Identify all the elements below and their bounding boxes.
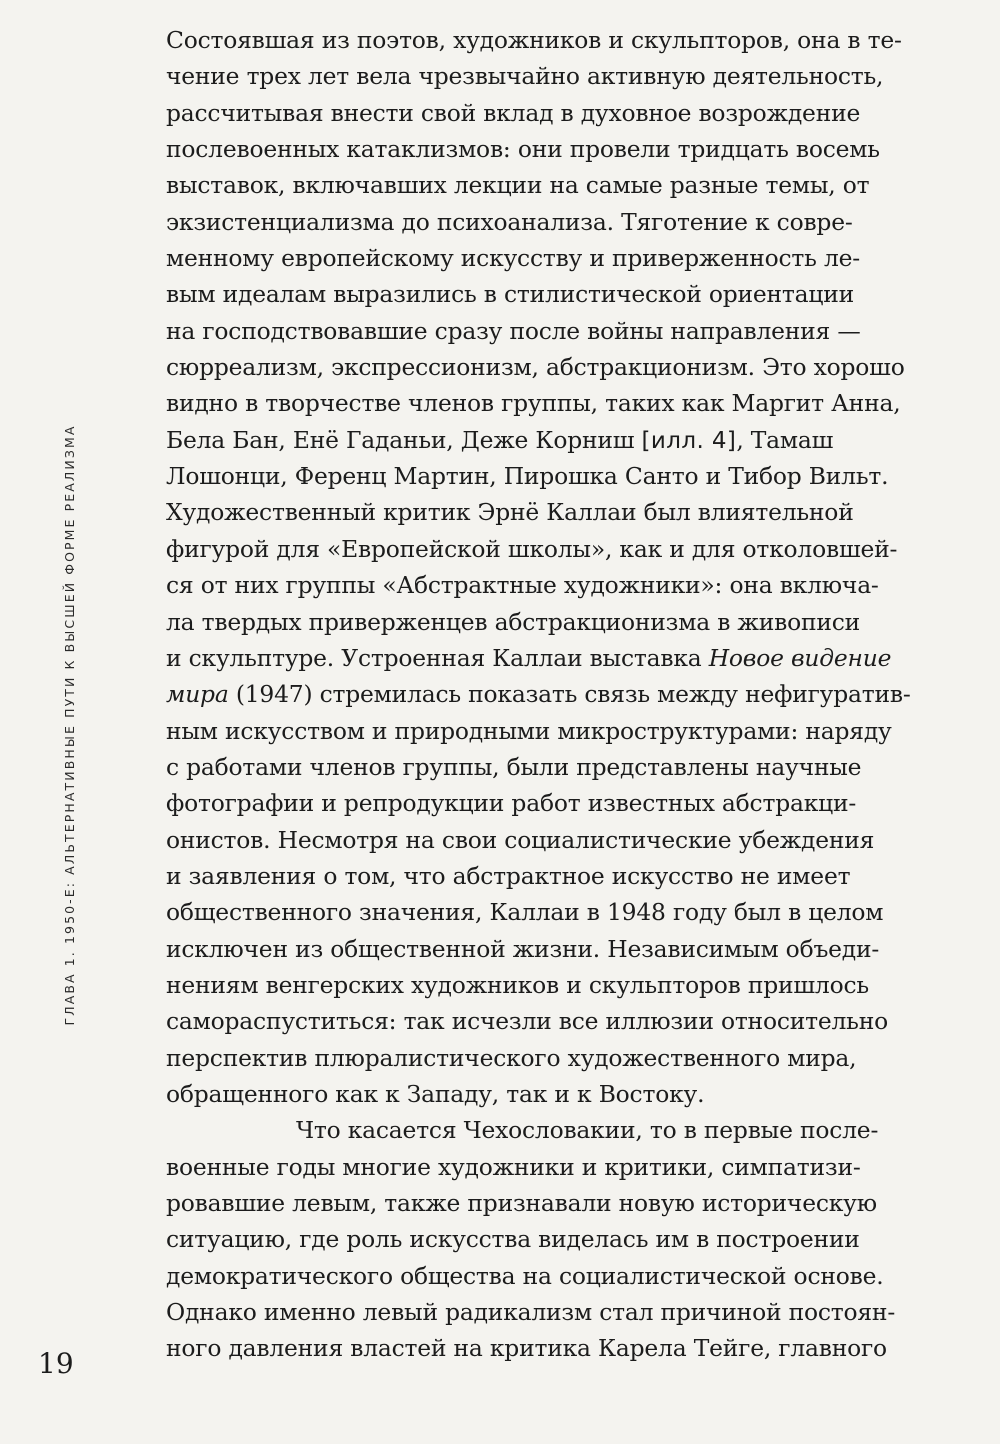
text-line: видно в творчестве членов группы, таких как Маргит Анна, <box>166 389 901 418</box>
text-line: Состоявшая из поэтов, художников и скульпторов, она в те- <box>166 26 902 54</box>
text-line: выставок, включавших лекции на самые разные темы, от <box>166 171 870 200</box>
text-line: ла твердых приверженцев абстракционизма в живописи <box>166 607 861 636</box>
text-segment: , Тамаш <box>736 425 834 454</box>
exhibition-title-italic: Новое видение <box>708 643 892 672</box>
text-line: менному европейскому искусству и приверженность ле- <box>166 244 860 273</box>
text-line: самораспуститься: так исчезли все иллюзии относительно <box>166 1007 888 1036</box>
text-line: общественного значения, Каллаи в 1948 году был в целом <box>166 898 884 927</box>
text-line: демократического общества на социалистической основе. <box>166 1261 884 1290</box>
text-line: нениям венгерских художников и скульпторов пришлось <box>166 970 869 999</box>
text-line: Художественный критик Эрнё Каллаи был влиятельной <box>166 498 854 527</box>
text-line: ного давления властей на критика Карела Тейге, главного <box>166 1334 887 1363</box>
text-line: Лошонци, Ференц Мартин, Пирошка Санто и Тибор Вильт. <box>166 462 889 491</box>
text-line: на господствовавшие сразу после войны направления — <box>166 316 861 345</box>
text-line <box>166 676 966 712</box>
text-line: вым идеалам выразились в стилистической ориентации <box>166 280 855 309</box>
page-number: 19 <box>38 1347 74 1380</box>
text-line: послевоенных катаклизмов: они провели тридцать восемь <box>166 135 880 164</box>
text-segment: (1947) стремилась показать связь между нефигуратив- <box>228 680 911 709</box>
text-line: ситуацию, где роль искусства виделась им в построении <box>166 1225 860 1254</box>
text-line: рассчитывая внести свой вклад в духовное возрождение <box>166 98 861 127</box>
text-line: ным искусством и природными микроструктурами: наряду <box>166 716 892 745</box>
text-line: перспектив плюралистического художественного мира, <box>166 1043 857 1072</box>
text-line <box>166 640 966 676</box>
text-line: ровавшие левым, также признавали новую историческую <box>166 1189 877 1217</box>
text-line: онистов. Несмотря на свои социалистические убеждения <box>166 825 875 854</box>
text-line: фигурой для «Европейской школы», как и для отколовшей- <box>166 534 898 563</box>
text-line: ся от них группы «Абстрактные художники»: она включа- <box>166 571 879 600</box>
text-line: обращенного как к Западу, так и к Востоку. <box>166 1079 705 1108</box>
text-line: и заявления о том, что абстрактное искусство не имеет <box>166 861 851 890</box>
text-segment: Бела Бан, Енё Гаданьи, Деже Корниш <box>166 425 642 454</box>
exhibition-title-italic: мира <box>166 680 229 709</box>
text-line: чение трех лет вела чрезвычайно активную деятельность, <box>166 62 884 91</box>
text-line <box>166 422 966 458</box>
body-text <box>166 22 966 1367</box>
text-line: с работами членов группы, были представлены научные <box>166 752 862 781</box>
text-line: экзистенциализма до психоанализа. Тяготение к совре- <box>166 207 853 236</box>
text-segment: и скульптуре. Устроенная Каллаи выставка <box>166 643 709 672</box>
text-line: фотографии и репродукции работ известных абстракци- <box>166 789 857 818</box>
illustration-reference: [илл. 4] <box>641 427 737 454</box>
running-head: ГЛАВА 1. 1950-Е: АЛЬТЕРНАТИВНЫЕ ПУТИ К ВЫСШЕЙ ФОРМЕ РЕАЛИЗМА <box>62 424 77 1026</box>
text-line: военные годы многие художники и критики, симпатизи- <box>166 1152 861 1181</box>
text-line: исключен из общественной жизни. Независимым объеди- <box>166 934 880 963</box>
text-line: Однако именно левый радикализм стал причиной постоян- <box>166 1298 896 1327</box>
text-line: сюрреализм, экспрессионизм, абстракционизм. Это хорошо <box>166 353 905 382</box>
paragraph-first-line: Что касается Чехословакии, то в первые после- <box>296 1116 879 1145</box>
